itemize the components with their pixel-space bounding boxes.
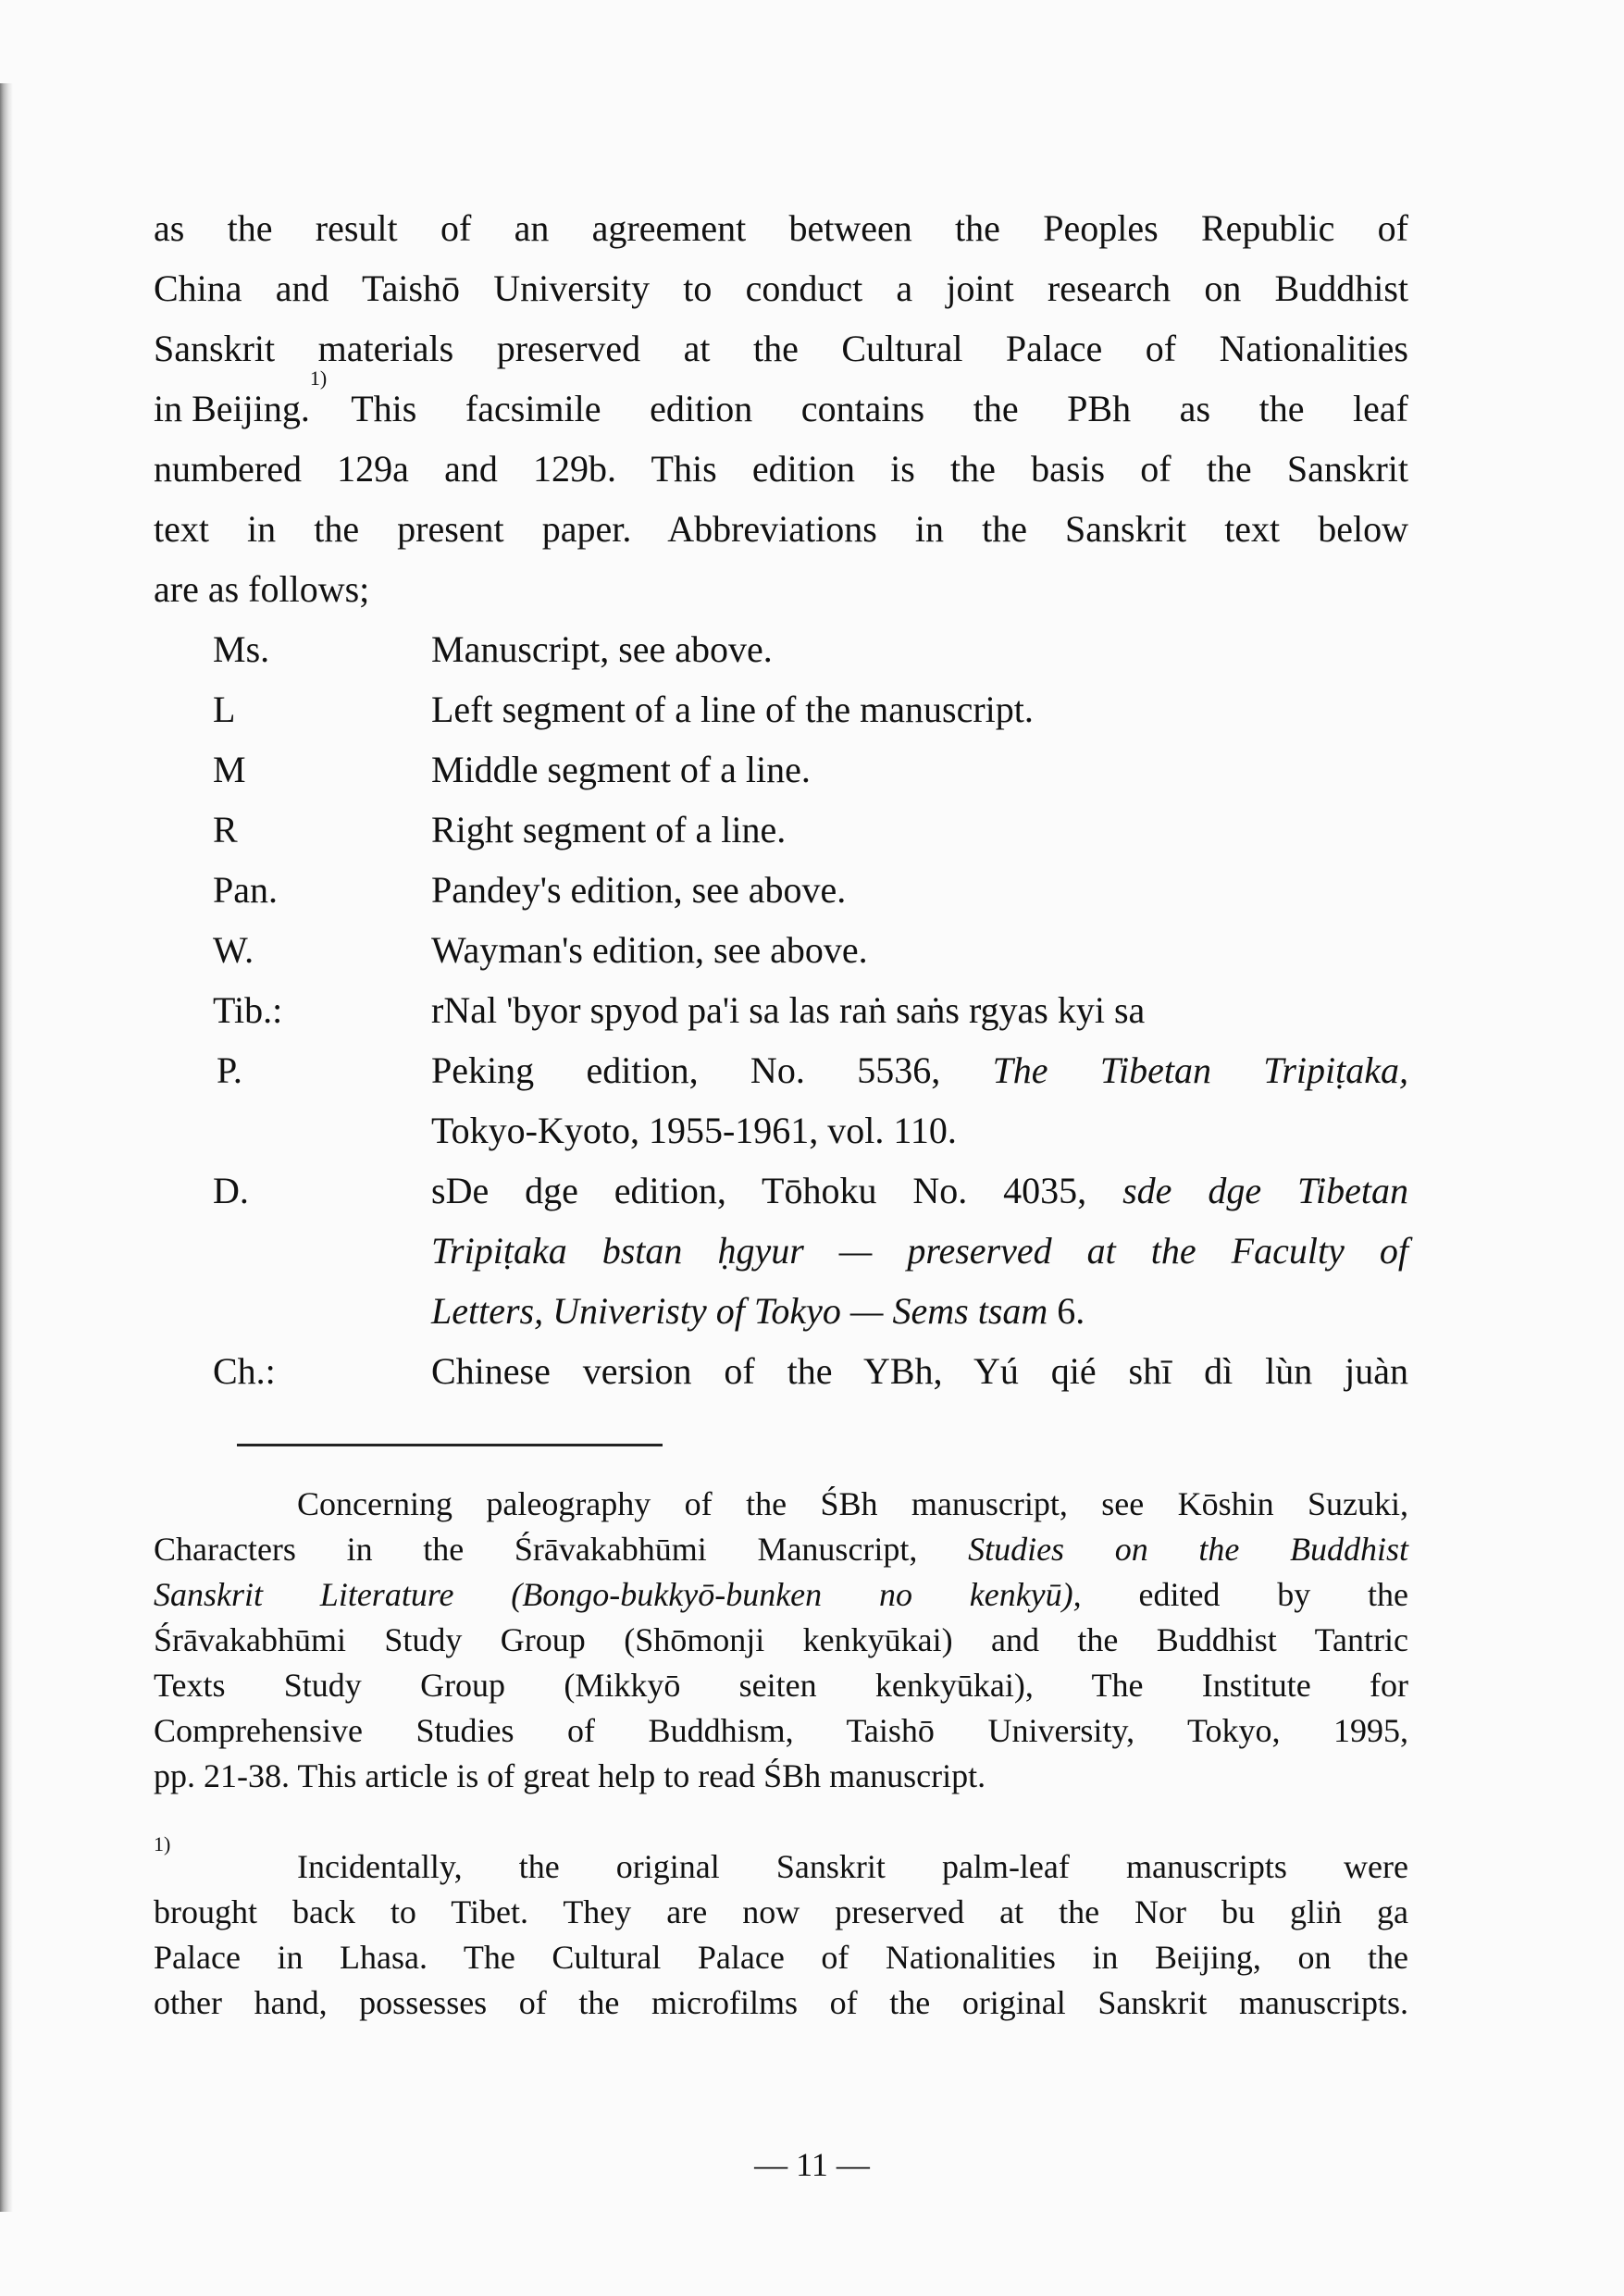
abbreviation-title: Letters, Univeristy of Tokyo — Sems tsam <box>431 1290 1048 1332</box>
abbreviation-text: Chinese version of the YBh, Yú qié shī dì lùn juàn <box>431 1350 1408 1392</box>
body-line <box>154 366 1408 439</box>
abbreviation-row <box>213 1160 1408 1341</box>
abbreviation-text-part: 6. <box>1057 1290 1085 1332</box>
footnote-line: Concerning paleography of the ŚBh manuscript, see Kōshin Suzuki, <box>297 1485 1408 1522</box>
body-line: text in the present paper. Abbreviations in the Sanskrit text below <box>154 508 1408 550</box>
body-line-rest: This facsimile edition contains the PBh as the leaf <box>351 388 1408 429</box>
abbreviation-text: Wayman's edition, see above. <box>431 929 868 971</box>
abbreviation-key: Pan. <box>213 869 278 911</box>
abbreviation-value <box>431 800 1408 860</box>
abbreviation-text: rNal 'byor spyod pa'i sa las raṅ saṅs rgyas kyi sa <box>431 989 1146 1031</box>
abbreviation-value <box>431 860 1408 920</box>
abbreviation-text: Pandey's edition, see above. <box>431 869 847 911</box>
abbreviation-value <box>431 679 1408 739</box>
abbreviation-row <box>213 1341 1408 1401</box>
abbreviation-title: Tripiṭaka bstan ḥgyur — preserved at the Faculty of <box>431 1230 1408 1272</box>
footnote-title: Sanskrit Literature <box>154 1576 454 1613</box>
abbreviation-key: Ms. <box>213 628 270 670</box>
footnote-separator <box>237 1444 663 1446</box>
abbreviation-value <box>431 739 1408 800</box>
abbreviation-title: The Tibetan Tripiṭaka, <box>992 1049 1409 1091</box>
scan-edge-shadow <box>0 83 13 2212</box>
footnote-line <box>154 1832 1408 1890</box>
abbreviation-text <box>431 1281 1408 1341</box>
abbreviation-key: W. <box>213 929 254 971</box>
footnote-1 <box>154 1832 1408 2026</box>
footnote-mark: 1) <box>154 1832 171 1855</box>
footnote-line <box>154 1572 1408 1618</box>
footnote-ref: 1) <box>309 366 328 390</box>
abbreviation-text-part: sDe dge edition, Tōhoku No. 4035, <box>431 1170 1087 1211</box>
footnote-text: Characters in the Śrāvakabhūmi Manuscript, <box>154 1531 918 1568</box>
abbreviation-key: M <box>213 749 246 790</box>
body-line: Sanskrit materials preserved at the Cultural Palace of Nationalities <box>154 328 1408 369</box>
footnote-line <box>154 1527 1408 1572</box>
abbreviation-row <box>213 860 1408 920</box>
abbreviation-row <box>213 679 1408 739</box>
footnote-title: (Bongo-bukkyō-bunken no kenkyū), <box>511 1576 1082 1613</box>
abbreviation-key: Tib.: <box>213 989 283 1031</box>
footnote-line: Palace in Lhasa. The Cultural Palace of Nationalities in Beijing, on the <box>154 1939 1408 1976</box>
abbreviation-text: Left segment of a line of the manuscript. <box>431 689 1034 730</box>
body-line: as the result of an agreement between the Peoples Republic of <box>154 207 1408 249</box>
abbreviation-row <box>213 1040 1408 1160</box>
footnote-text: edited by the <box>1138 1576 1409 1613</box>
abbreviation-key: D. <box>213 1170 249 1211</box>
abbreviation-text: Tokyo-Kyoto, 1955-1961, vol. 110. <box>431 1110 957 1151</box>
footnote-line: Comprehensive Studies of Buddhism, Taishō University, Tokyo, 1995, <box>154 1712 1408 1749</box>
abbreviation-text: Manuscript, see above. <box>431 628 773 670</box>
abbreviation-key: R <box>213 809 238 850</box>
footnote-line: pp. 21-38. This article is of great help to read ŚBh manuscript. <box>154 1757 986 1794</box>
abbreviation-title: sde dge Tibetan <box>1122 1170 1408 1211</box>
body-line: numbered 129a and 129b. This edition is the basis of the Sanskrit <box>154 448 1408 490</box>
abbreviation-list <box>213 619 1408 1401</box>
abbreviation-key: L <box>213 689 236 730</box>
abbreviation-text <box>431 1160 1408 1221</box>
abbreviation-text-part: Peking edition, No. 5536, <box>431 1049 941 1091</box>
abbreviation-value <box>431 1160 1408 1341</box>
page-number: — 11 — <box>754 2146 870 2183</box>
footnote-line: Śrāvakabhūmi Study Group (Shōmonji kenkyūkai) and the Buddhist Tantric <box>154 1621 1408 1658</box>
abbreviation-key: P. <box>217 1049 242 1091</box>
footnote-line: Texts Study Group (Mikkyō seiten kenkyūkai), The Institute for <box>154 1667 1408 1704</box>
body-line-start: in Beijing. <box>154 388 310 429</box>
footnote-title: Studies on the Buddhist <box>968 1531 1408 1568</box>
footnote-main <box>154 1482 1408 1799</box>
abbreviation-row <box>213 800 1408 860</box>
footnote-text: Incidentally, the original Sanskrit palm-leaf manuscripts were <box>297 1848 1408 1885</box>
abbreviation-text <box>431 1040 1408 1100</box>
body-paragraph <box>154 198 1408 619</box>
body-line: China and Taishō University to conduct a joint research on Buddhist <box>154 267 1408 309</box>
footnote-line: other hand, possesses of the microfilms of the original Sanskrit manuscripts. <box>154 1984 1408 2021</box>
footnote-line: brought back to Tibet. They are now preserved at the Nor bu gliṅ ga <box>154 1893 1408 1930</box>
abbreviation-value <box>431 619 1408 679</box>
abbreviation-key: Ch.: <box>213 1350 276 1392</box>
abbreviation-text: Middle segment of a line. <box>431 749 811 790</box>
abbreviation-value <box>431 980 1408 1040</box>
body-line: are as follows; <box>154 568 370 610</box>
abbreviation-row <box>213 619 1408 679</box>
abbreviation-row <box>213 920 1408 980</box>
abbreviation-row <box>213 739 1408 800</box>
abbreviation-value <box>431 1341 1408 1401</box>
abbreviation-value <box>431 1040 1408 1160</box>
abbreviation-text <box>431 1221 1408 1281</box>
abbreviation-text: Right segment of a line. <box>431 809 787 850</box>
abbreviation-row <box>213 980 1408 1040</box>
abbreviation-value <box>431 920 1408 980</box>
